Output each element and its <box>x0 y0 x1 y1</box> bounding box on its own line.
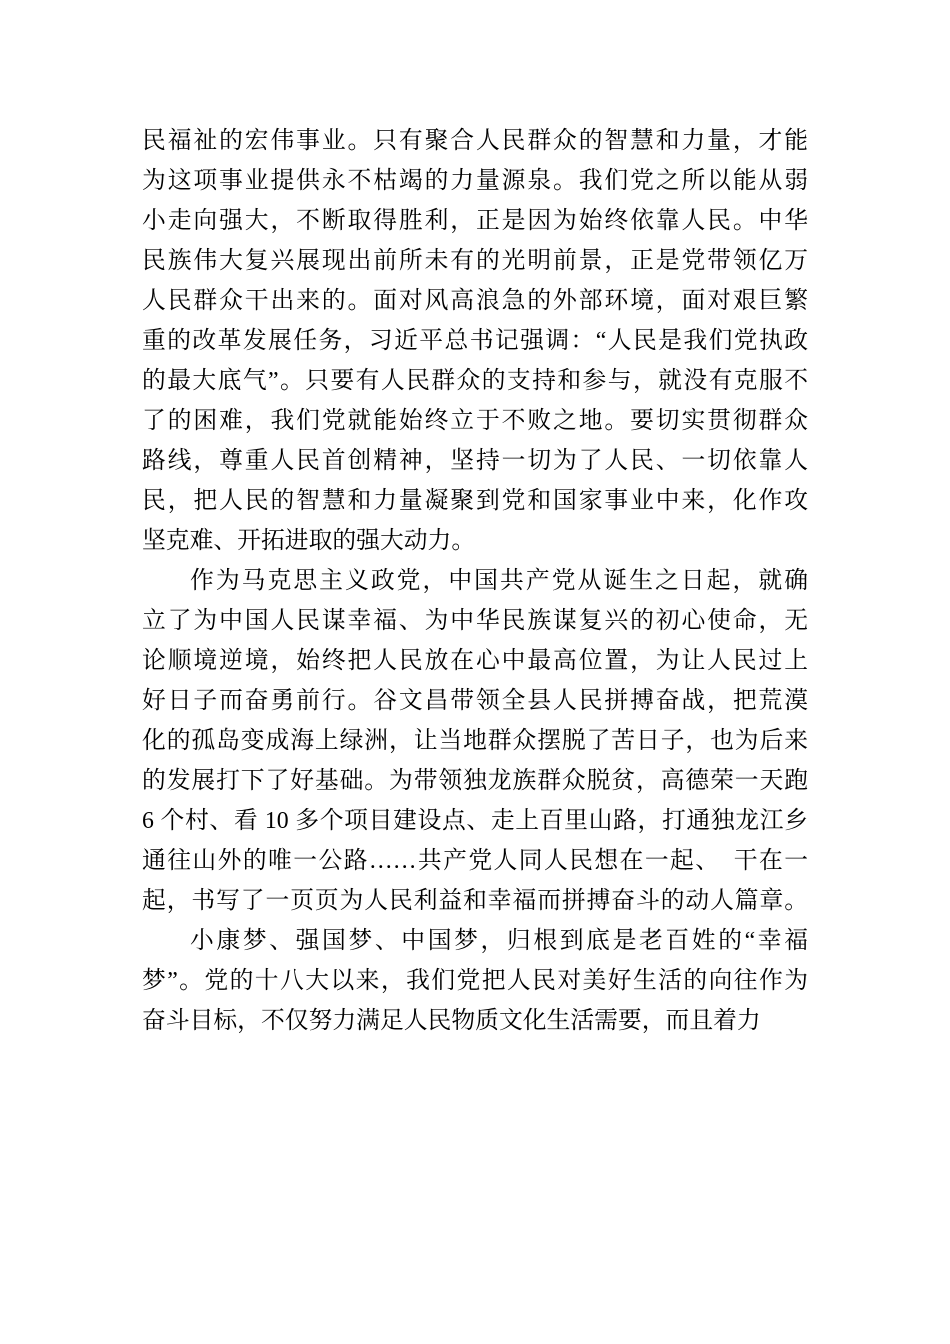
text-line: 化的孤岛变成海上绿洲，让当地群众摆脱了苦日子，也为后来 <box>142 728 808 754</box>
text-line: 小康梦、强国梦、中国梦，归根到底是老百姓的“幸福 <box>190 928 808 954</box>
text-line: 人民群众干出来的。面对风高浪急的外部环境，面对艰巨繁 <box>142 288 808 314</box>
text-line: 立了为中国人民谋幸福、为中华民族谋复兴的初心使命，无 <box>142 608 808 634</box>
text-line: 论顺境逆境，始终把人民放在心中最高位置，为让人民过上 <box>142 648 808 674</box>
text-line: 为这项事业提供永不枯竭的力量源泉。我们党之所以能从弱 <box>142 168 808 194</box>
text-line: 奋斗目标，不仅努力满足人民物质文化生活需要，而且着力 <box>142 1008 761 1034</box>
text-line: 梦”。党的十八大以来，我们党把人民对美好生活的向往作为 <box>142 968 808 994</box>
text-line: 的最大底气”。只要有人民群众的支持和参与，就没有克服不 <box>142 368 808 394</box>
text-line: 重的改革发展任务，习近平总书记强调：“人民是我们党执政 <box>142 328 808 354</box>
page-text-block <box>142 121 808 1041</box>
text-line: 6 个村、看 10 多个项目建设点、走上百里山路，打通独龙江乡 <box>142 808 808 834</box>
text-line: 作为马克思主义政党，中国共产党从诞生之日起，就确 <box>190 568 808 594</box>
text-line: 路线，尊重人民首创精神，坚持一切为了人民、一切依靠人 <box>142 448 808 474</box>
text-line: 通往山外的唯一公路……共产党人同人民想在一起、 干在一 <box>142 848 808 874</box>
text-line: 民福祉的宏伟事业。只有聚合人民群众的智慧和力量，才能 <box>142 128 808 154</box>
text-line: 的发展打下了好基础。为带领独龙族群众脱贫，高德荣一天跑 <box>142 768 808 794</box>
text-line: 了的困难，我们党就能始终立于不败之地。要切实贯彻群众 <box>142 408 808 434</box>
text-line: 小走向强大，不断取得胜利，正是因为始终依靠人民。中华 <box>142 208 808 234</box>
text-line: 坚克难、开拓进取的强大动力。 <box>142 528 476 554</box>
text-line: 起，书写了一页页为人民利益和幸福而拼搏奋斗的动人篇章。 <box>142 888 808 914</box>
text-line: 民，把人民的智慧和力量凝聚到党和国家事业中来，化作攻 <box>142 488 808 514</box>
text-line: 民族伟大复兴展现出前所未有的光明前景，正是党带领亿万 <box>142 248 808 274</box>
text-line: 好日子而奋勇前行。谷文昌带领全县人民拼搏奋战，把荒漠 <box>142 688 808 714</box>
